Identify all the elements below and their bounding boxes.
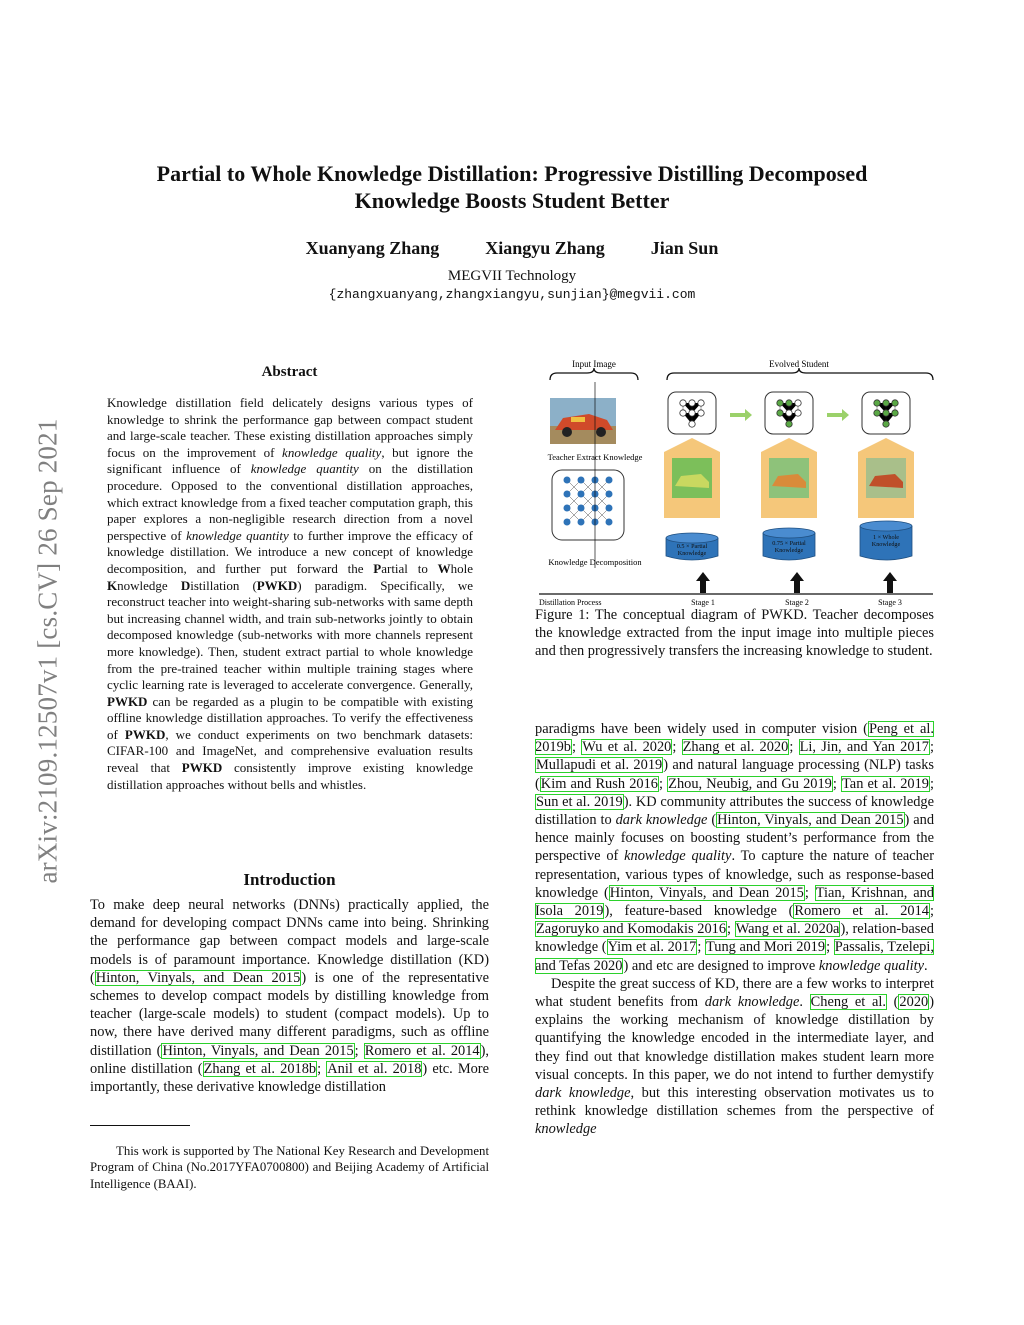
citation-link[interactable]: Peng et al. 2019b [535,721,934,756]
author-name: Xuanyang Zhang [305,238,440,258]
fig-label-teacher-extract: Teacher Extract Knowledge [547,452,643,462]
introduction-body: To make deep neural networks (DNNs) practically applied, the demand for developing compact DNNs came into being. Shrinking the performance gap between compact models and large-scale models is of paramount importance. Knowledge distillation (KD) (Hinton, Vinyals, and Dean 2015) is one of the representative schemes to develop compact models by distilling knowledge from teacher (large-scale models) to student (compact models). Up to now, there have derived many different paradigms, such as offline distillation (Hinton, Vinyals, and Dean 2015; Romero et al. 2014), online distillation (Zhang et al. 2018b; Anil et al. 2018) etc. More importantly, these derivative knowledge distillation [90,897,489,1096]
author-name: Jian Sun [650,238,719,258]
citation-link[interactable]: Passalis, Tzelepi, and Tefas 2020 [535,939,934,974]
citation-link[interactable]: Kim and Rush 2016 [540,775,658,792]
teacher-network [552,470,624,540]
cylinder-label: Knowledge [871,541,901,548]
citation-link[interactable]: Tan et al. 2019 [842,775,929,792]
citation-link[interactable]: Wu et al. 2020 [582,739,672,756]
author-name: Xiangyu Zhang [485,238,605,258]
knowledge-cylinder-1.0 [860,521,912,560]
affiliation: MEGVII Technology [447,268,577,284]
citation-link[interactable]: Wang et al. 2020a [735,921,840,938]
citation-link[interactable]: Hinton, Vinyals, and Dean 2015 [609,884,804,901]
student-network-stage1 [668,392,716,434]
fig-label-input-image: Input Image [572,359,616,369]
arxiv-identifier: arXiv:2109.12507v1 [cs.CV] 26 Sep 2021 [32,418,63,884]
stage-arrow-1 [696,572,710,593]
abstract-heading: Abstract [261,364,318,380]
citation-link[interactable]: Romero et al. 2014 [364,1042,480,1059]
footnote: This work is supported by The National Key Research and Development Program of China (No.2017YFA0700800) and Beijing Academy of Artificial Intelligence (BAAI). [90,1143,489,1191]
cylinder-label: 0.75 × Partial [772,540,806,547]
citation-link[interactable]: Zagoruyko and Komodakis 2016 [536,921,727,938]
cylinder-label: 0.5 × Partial [676,543,708,550]
right-paragraph-2: Despite the great success of KD, there are a few works to interpret what student benefits from dark knowledge. Cheng et al. (2020) explains the working mechanism of knowledge distillation by quantifying the knowledge encoded in the intermediate layer, and they find out that knowledge distillation makes student learn more visual concepts. In this paper, we do not intend to further demystify dark knowledge, but this interesting observation motivates us to rethink knowledge distillation schemes from the perspective of knowledge [535,975,935,1138]
citation-link[interactable]: Anil et al. 2018 [327,1060,422,1077]
title-line-1: Partial to Whole Knowledge Distillation: Progressive Distilling Decomposed [156,161,868,186]
input-car-image [550,398,616,444]
student-network-stage2 [765,392,813,434]
knowledge-panel-stage2 [761,438,817,518]
citation-link[interactable]: Tung and Mori 2019 [706,939,826,956]
student-network-stage3 [862,392,910,434]
citation-link[interactable]: Zhang et al. 2020 [682,739,789,756]
citation-link[interactable]: Li, Jin, and Yan 2017 [799,739,929,756]
brace-student [667,368,933,380]
evolve-arrow-1 [730,409,752,421]
citation-link[interactable]: Zhang et al. 2018b [203,1060,317,1077]
figure-pwkd-diagram [537,356,935,608]
citation-link[interactable]: Hinton, Vinyals, and Dean 2015 [162,1042,354,1059]
cylinder-label: 1 × Whole [872,534,900,541]
citation-link[interactable]: Hinton, Vinyals, and Dean 2015 [95,969,301,986]
citation-link[interactable]: Mullapudi et al. 2019 [536,757,663,774]
citation-link[interactable]: Tian, Krishnan, and Isola 2019 [535,884,934,920]
right-column-body [535,720,934,1139]
fig-label-stage: Stage 2 [785,598,809,607]
fig-label-distillation-process: Distillation Process [539,598,602,607]
arxiv-side-stamp [18,356,78,946]
citation-link[interactable]: Cheng et al. [810,994,886,1011]
right-paragraph-1: paradigms have been widely used in computer vision (Peng et al. 2019b; Wu et al. 2020; Zhang et al. 2020; Li, Jin, and Yan 2017; Mullapudi et al. 2019) and natural language processing (NLP) tasks (Kim and Rush 2016; Zhou, Neubig, and Gu 2019; Tan et al. 2019; Sun et al. 2019). KD community attributes the success of knowledge distillation to dark knowledge (Hinton, Vinyals, and Dean 2015) and hence mainly focuses on boosting student’s performance from the perspective of knowledge quality. To capture the nature of teacher representation, various types of knowledge, such as response-based knowledge (Hinton, Vinyals, and Dean 2015; Tian, Krishnan, and Isola 2019), feature-based knowledge (Romero et al. 2014; Zagoruyko and Komodakis 2016; Wang et al. 2020a), relation-based knowledge (Yim et al. 2017; Tung and Mori 2019; Passalis, Tzelepi, and Tefas 2020) and etc are designed to improve knowledge quality. [535,721,935,974]
cylinder-label: Knowledge [774,547,804,554]
citation-link[interactable]: Hinton, Vinyals, and Dean 2015 [717,812,904,829]
knowledge-panel-stage3 [858,438,914,518]
knowledge-panel-stage1 [664,438,720,518]
citation-link[interactable]: Sun et al. 2019 [536,793,623,810]
abstract-body: Knowledge distillation field delicately designs various types of knowledge to shrink the performance gap between compact student and large-scale teacher. These existing distillation approaches simply focus on the improvement of knowledge quality, but ignore the significant influence of knowledge quantity on the distillation procedure. Opposed to the conventional distillation approaches, which extract knowledge from a fixed teacher computation graph, this paper explores a non-negligible research direction from a novel perspective of knowledge quantity to further improve the efficacy of knowledge distillation. We introduce a new concept of knowledge decomposition, and further put forward the Partial to Whole Knowledge Distillation (PWKD) paradigm. Specifically, we reconstruct teacher into weight-sharing sub-networks with same depth but increasing channel width, and train sub-networks jointly to obtain decomposed knowledge (sub-networks with more channels represent more knowledge). Then, student extract partial to whole knowledge from the pre-trained teacher within multiple training stages where cyclic learning rate is leveraged to accelerate convergence. Generally, PWKD can be regarded as a plugin to be compatible with existing offline knowledge distillation approaches. To verify the effectiveness of PWKD, we conduct experiments on two benchmark datasets: CIFAR-100 and ImageNet, and comprehensive evaluation results reveal that PWKD consistently improve existing knowledge distillation approaches without bells and whistles. [107,395,473,792]
figure-caption: Figure 1: The conceptual diagram of PWKD. Teacher decomposes the knowledge extracted from the input image into multiple pieces and then progressively transfers the increasing knowledge to student. [535,607,934,660]
footnote-rule [90,1125,190,1126]
stage-arrow-2 [790,572,804,593]
fig-label-stage: Stage 3 [878,598,902,607]
introduction-heading: Introduction [243,870,336,889]
author-list [100,238,924,259]
stage-arrow-3 [883,572,897,593]
citation-link[interactable]: Romero et al. 2014 [794,903,929,920]
fig-label-knowledge-decomposition: Knowledge Decomposition [548,557,642,567]
fig-label-evolved-student: Evolved Student [769,359,829,369]
title-line-2: Knowledge Boosts Student Better [354,188,670,213]
knowledge-cylinder-0.75 [763,528,815,560]
citation-link[interactable]: Zhou, Neubig, and Gu 2019 [668,775,832,792]
knowledge-cylinder-0.5 [666,533,718,560]
paper-title [100,160,924,214]
citation-link[interactable]: 2020 [899,994,929,1011]
brace-input [550,368,638,380]
citation-link[interactable]: Yim et al. 2017 [607,939,697,956]
author-emails: {zhangxuanyang,zhangxiangyu,sunjian}@megvii.com [328,287,696,302]
evolve-arrow-2 [827,409,849,421]
fig-label-stage: Stage 1 [691,598,715,607]
cylinder-label: Knowledge [677,550,707,557]
